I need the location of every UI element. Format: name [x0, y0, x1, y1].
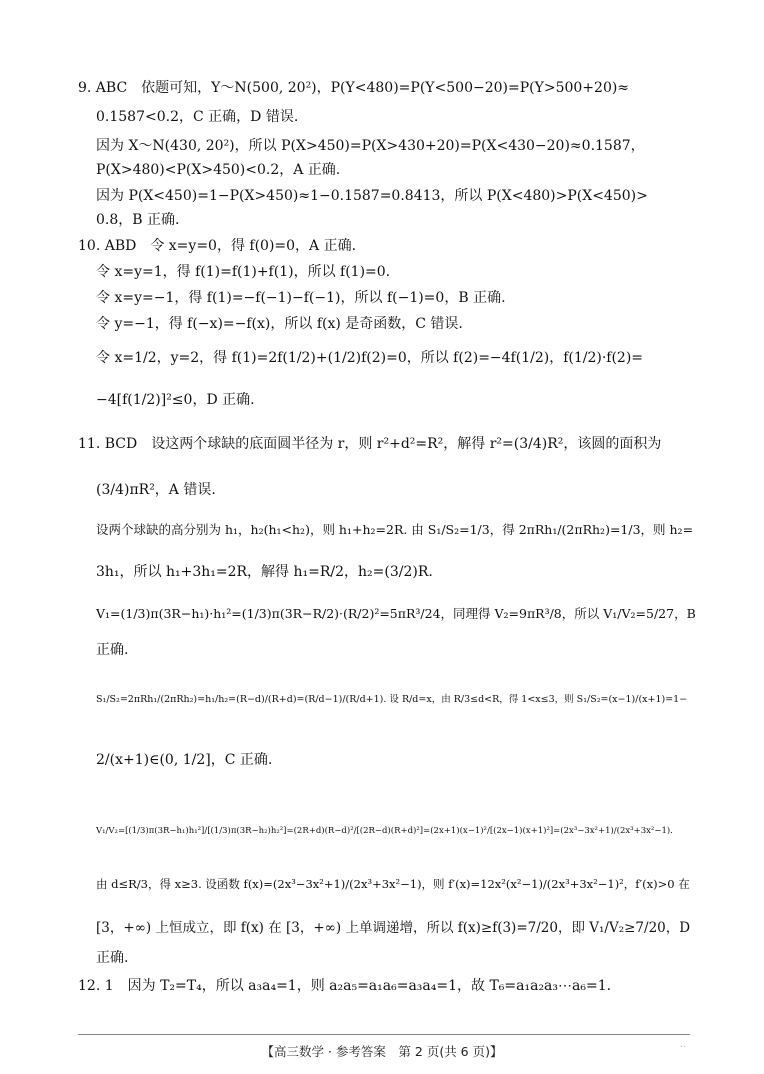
- footer-rule: [78, 1034, 690, 1035]
- q11-line-10: 由 d≤R/3，得 x≥3. 设函数 f(x)=(2x³−3x²+1)/(2x³+3x²−1)，则 f′(x)=12x²(x²−1)/(2x³+3x²−1)²，f′(x)>0 在: [96, 877, 690, 891]
- q10-line-4: 令 y=−1，得 f(−x)=−f(x)，所以 f(x) 是奇函数，C 错误.: [96, 316, 463, 332]
- q9-line-6: 0.8，B 正确.: [96, 212, 180, 228]
- q10-line-2: 令 x=y=1，得 f(1)=f(1)+f(1)，所以 f(1)=0.: [96, 264, 391, 280]
- q10-line-1: 10. ABD 令 x=y=0，得 f(0)=0，A 正确.: [78, 238, 357, 254]
- corner-mark: ··: [680, 1042, 687, 1053]
- q11-line-5: V₁=(1/3)π(3R−h₁)·h₁²=(1/3)π(3R−R/2)·(R/2)²=5πR³/24，同理得 V₂=9πR³/8，所以 V₁/V₂=5/27，B: [96, 606, 696, 621]
- q11-line-6: 正确.: [96, 642, 129, 658]
- page-footer: 【高三数学 · 参考答案 第 2 页(共 6 页)】: [261, 1044, 503, 1059]
- q11-line-12: 正确.: [96, 950, 129, 966]
- q10-line-5: 令 x=1/2，y=2，得 f(1)=2f(1/2)+(1/2)f(2)=0，所以 f(2)=−4f(1/2)，f(1/2)·f(2)=: [96, 350, 644, 366]
- q11-line-8: 2/(x+1)∈(0, 1/2]，C 正确.: [96, 752, 273, 768]
- q12-line-1: 12. 1 因为 T₂=T₄，所以 a₃a₄=1，则 a₂a₅=a₁a₆=a₃a₄=1，故 T₆=a₁a₂a₃⋯a₆=1.: [78, 978, 612, 994]
- q9-line-1: 9. ABC 依题可知，Y～N(500, 20²)，P(Y<480)=P(Y<500−20)=P(Y>500+20)≈: [78, 80, 630, 96]
- q11-line-11: [3，+∞) 上恒成立，即 f(x) 在 [3，+∞) 上单调递增，所以 f(x)≥f(3)=7/20，即 V₁/V₂≥7/20，D: [96, 920, 691, 936]
- q11-line-1: 11. BCD 设这两个球缺的底面圆半径为 r，则 r²+d²=R²，解得 r²=(3/4)R²，该圆的面积为: [78, 436, 662, 452]
- q11-line-9: V₁/V₂=[(1/3)π(3R−h₁)h₁²]/[(1/3)π(3R−h₂)h₂²]=(2R+d)(R−d)²/[(2R−d)(R+d)²]=(2x+1)(x−1)²/[(2x−1)(x+1)²]=(2x³−3x²+1)/(2x³+3x²−1).: [96, 826, 673, 836]
- q9-line-2: 0.1587<0.2，C 正确，D 错误.: [96, 109, 299, 125]
- q10-line-3: 令 x=y=−1，得 f(1)=−f(−1)−f(−1)，所以 f(−1)=0，B 正确.: [96, 290, 506, 306]
- q9-line-5: 因为 P(X<450)=1−P(X>450)≈1−0.1587=0.8413，所以 P(X<480)>P(X<450)>: [96, 188, 648, 204]
- q11-line-4: 3h₁，所以 h₁+3h₁=2R，解得 h₁=R/2，h₂=(3/2)R.: [96, 564, 433, 580]
- q11-line-3: 设两个球缺的高分别为 h₁，h₂(h₁<h₂)，则 h₁+h₂=2R. 由 S₁/S₂=1/3，得 2πRh₁/(2πRh₂)=1/3，则 h₂=: [96, 522, 694, 537]
- q11-line-7: S₁/S₂=2πRh₁/(2πRh₂)=h₁/h₂=(R−d)/(R+d)=(R/d−1)/(R/d+1). 设 R/d=x，由 R/3≤d<R，得 1<x≤3，则 S₁/S₂=(x−1)/(x+1)=1−: [96, 694, 688, 705]
- q9-line-3: 因为 X～N(430, 20²)，所以 P(X>450)=P(X>430+20)=P(X<430−20)≈0.1587，: [96, 138, 645, 154]
- q10-line-6: −4[f(1/2)]²≤0，D 正确.: [96, 392, 255, 408]
- q9-line-4: P(X>480)<P(X>450)<0.2，A 正确.: [96, 162, 341, 178]
- q11-line-2: (3/4)πR²，A 错误.: [96, 482, 216, 498]
